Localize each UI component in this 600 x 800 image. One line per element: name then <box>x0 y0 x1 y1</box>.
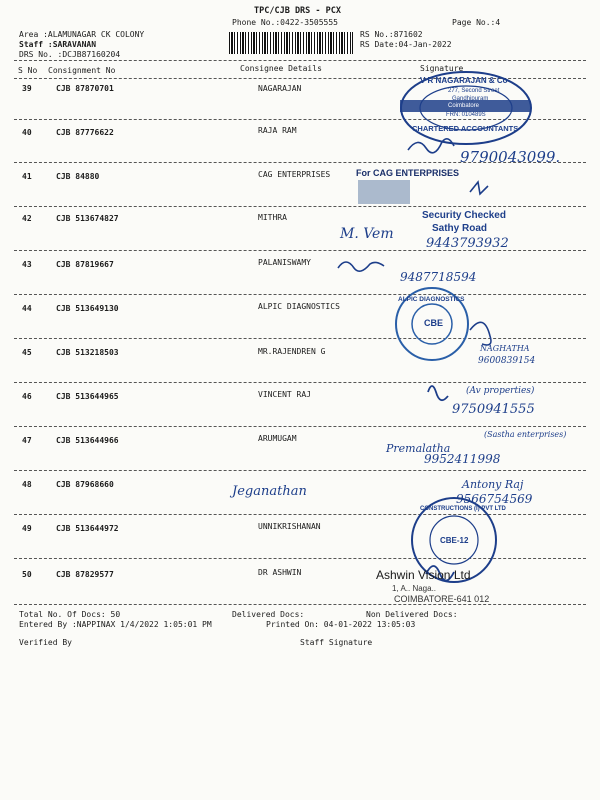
stamp-text: For CAG ENTERPRISES <box>356 168 460 178</box>
row-sno: 39 <box>22 84 32 93</box>
stamp-text: Sathy Road <box>432 223 488 234</box>
col-sno: S No <box>18 66 38 75</box>
col-consignment: Consignment No <box>48 66 116 75</box>
stamp-text: Gandhipuram <box>452 96 489 102</box>
row-consignee: DR ASHWIN <box>258 568 302 577</box>
row-consignee: MR.RAJENDREN G <box>258 347 326 356</box>
row-consignment: CJB 87829577 <box>56 570 114 579</box>
row-sno: 43 <box>22 260 32 269</box>
row-consignee: UNNIKRISHANAN <box>258 522 321 531</box>
printed-on: Printed On: 04-01-2022 13:05:03 <box>266 620 416 629</box>
handwritten-phone: 9750941555 <box>452 402 535 417</box>
row-sno: 40 <box>22 128 32 137</box>
col-consignee: Consignee Details <box>240 64 322 73</box>
handwritten-name: NAGHATHA <box>480 344 530 353</box>
row-consignee: VINCENT RAJ <box>258 390 311 399</box>
handwritten-note: (Sastha enterprises) <box>484 430 567 439</box>
col-signature: Signature <box>420 64 464 73</box>
row-consignment: CJB 513644965 <box>56 392 119 401</box>
signature-scribble <box>408 139 454 153</box>
signature-scribble <box>338 262 384 271</box>
row-consignment: CJB 513644966 <box>56 436 119 445</box>
row-sno: 50 <box>22 570 32 579</box>
row-sno: 41 <box>22 172 32 181</box>
row-consignee: PALANISWAMY <box>258 258 311 267</box>
handwritten-consignee: Jeganathan <box>232 484 307 499</box>
row-consignment: CJB 87968660 <box>56 480 114 489</box>
stamp-text: Coimbatore <box>448 103 480 109</box>
drs-number: DRS No. :DCJB87160204 <box>19 50 121 59</box>
stamp-text: FRN: 010489S <box>446 112 486 118</box>
stamp-text: Security Checked <box>422 210 506 221</box>
row-consignment: CJB 513649130 <box>56 304 119 313</box>
row-sno: 45 <box>22 348 32 357</box>
rs-number: RS No.:871602 <box>360 30 423 39</box>
row-consignment: CJB 87819667 <box>56 260 114 269</box>
stamp-text: ALPIC DIAGNOSTICS <box>398 296 465 303</box>
row-sno: 46 <box>22 392 32 401</box>
row-sno: 42 <box>22 214 32 223</box>
row-consignee: RAJA RAM <box>258 126 297 135</box>
handwritten-phone: 9952411998 <box>424 452 501 466</box>
row-consignment: CJB 513674827 <box>56 214 119 223</box>
document-title: TPC/CJB DRS - PCX <box>254 6 341 16</box>
row-consignee: NAGARAJAN <box>258 84 302 93</box>
signature-scribble <box>428 386 448 400</box>
stamp-text: 277, Second Street <box>448 88 500 94</box>
page-number: Page No.:4 <box>452 18 501 27</box>
row-consignee: ARUMUGAM <box>258 434 297 443</box>
cag-stamp-smudge <box>358 180 410 204</box>
signature-scribble <box>470 182 488 194</box>
area-label: Area :ALAMUNAGAR CK COLONY <box>19 30 145 39</box>
handwritten-phone: 9790043099. <box>460 148 561 166</box>
total-docs: Total No. Of Docs: 50 <box>19 610 121 619</box>
stamp-text: Ashwin Vision Ltd <box>376 568 471 582</box>
row-consignment: CJB 87776622 <box>56 128 114 137</box>
stamp-text: CBE <box>424 318 444 328</box>
stamp-text: 1, A.. Naga.. <box>392 584 437 593</box>
handwritten-name: M. Vem <box>340 226 394 242</box>
row-consignment: CJB 513644972 <box>56 524 119 533</box>
stamp-text: CHARTERED ACCOUNTANTS <box>412 124 519 133</box>
entered-by: Entered By :NAPPINAX 1/4/2022 1:05:01 PM <box>19 620 212 629</box>
row-sno: 47 <box>22 436 32 445</box>
handwritten-phone: 9443793932 <box>426 236 509 251</box>
handwritten-note: (Av properties) <box>466 386 535 396</box>
non-delivered-docs: Non Delivered Docs: <box>366 610 458 619</box>
stamp-text: CONSTRUCTIONS (I) PVT LTD <box>420 506 506 512</box>
row-sno: 49 <box>22 524 32 533</box>
handwritten-name: Premalatha <box>386 442 451 455</box>
stamp-text: V R NAGARAJAN & Co <box>420 76 508 85</box>
verified-by: Verified By <box>19 638 72 647</box>
handwritten-phone: 9487718594 <box>400 270 477 284</box>
row-consignee: ALPIC DIAGNOSTICS <box>258 302 340 311</box>
handwritten-phone: 9566754569 <box>456 492 533 506</box>
rs-date: RS Date:04-Jan-2022 <box>360 40 452 49</box>
signature-scribble <box>470 322 491 345</box>
staff-signature: Staff Signature <box>300 638 373 647</box>
handwritten-phone: 9600839154 <box>478 356 536 366</box>
row-consignment: CJB 84880 <box>56 172 100 181</box>
delivered-docs: Delivered Docs: <box>232 610 305 619</box>
stamp-text: CBE-12 <box>440 536 469 545</box>
staff-label: Staff :SARAVANAN <box>19 40 97 49</box>
row-consignment: CJB 87870701 <box>56 84 114 93</box>
handwritten-name: Antony Raj <box>462 478 524 491</box>
row-sno: 44 <box>22 304 32 313</box>
phone-number: Phone No.:0422-3505555 <box>232 18 338 27</box>
row-sno: 48 <box>22 480 32 489</box>
row-consignment: CJB 513218503 <box>56 348 119 357</box>
row-consignee: CAG ENTERPRISES <box>258 170 331 179</box>
row-consignee: MITHRA <box>258 213 287 222</box>
stamp-text: COIMBATORE-641 012 <box>394 594 490 604</box>
